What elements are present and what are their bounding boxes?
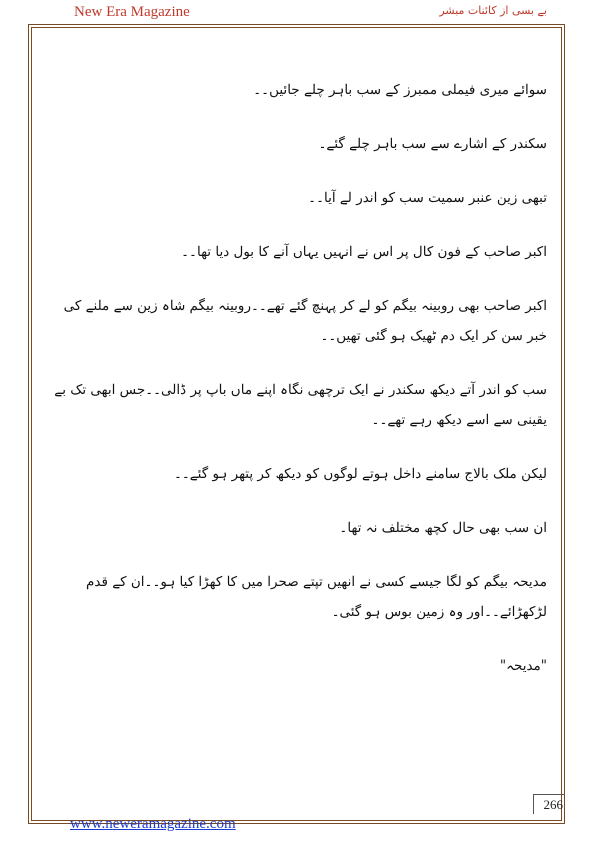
website-link[interactable]: www.neweramagazine.com (70, 816, 236, 832)
paragraph: سب کو اندر آتے دیکھ سکندر نے ایک ترچھی نگاہ اپنے ماں باپ پر ڈالی۔۔جس ابھی تک بے یقینی سے اسے دیکھ رہے تھے۔۔ (54, 382, 547, 428)
paragraph: لیکن ملک بالاج سامنے داخل ہوتے لوگوں کو دیکھ کر پتھر ہو گئے۔۔ (173, 466, 547, 482)
paragraph: تبھی زین عنبر سمیت سب کو اندر لے آیا۔۔ (308, 190, 547, 206)
paragraph: "مدیحہ" (499, 658, 547, 674)
magazine-name: New Era Magazine (74, 4, 190, 20)
book-title: بے بسی از کائنات مبشر (439, 4, 547, 17)
paragraph: اکبر صاحب بھی روبینہ بیگم کو لے کر پہنچ گئے تھے۔۔روبینہ بیگم شاہ زین سے ملنے کی خبر سن کر ایک دم ٹھیک ہو گئی تھیں۔۔ (63, 298, 547, 344)
page-body (54, 75, 547, 705)
page-number: 266 (533, 794, 565, 814)
paragraph: سوائے میری فیملی ممبرز کے سب باہر چلے جائیں۔۔ (253, 82, 547, 98)
paragraph: مدیحہ بیگم کو لگا جیسے کسی نے انھیں تپتے صحرا میں کا کھڑا کیا ہو۔۔ان کے قدم لڑکھڑائے۔۔اور وہ زمین بوس ہو گئی۔ (86, 574, 547, 620)
paragraph: ان سب بھی حال کچھ مختلف نہ تھا۔ (339, 520, 547, 536)
paragraph: اکبر صاحب کے فون کال پر اس نے انہیں یہاں آنے کا بول دیا تھا۔۔ (181, 244, 547, 260)
paragraph: سکندر کے اشارے سے سب باہر چلے گئے۔ (318, 136, 547, 152)
